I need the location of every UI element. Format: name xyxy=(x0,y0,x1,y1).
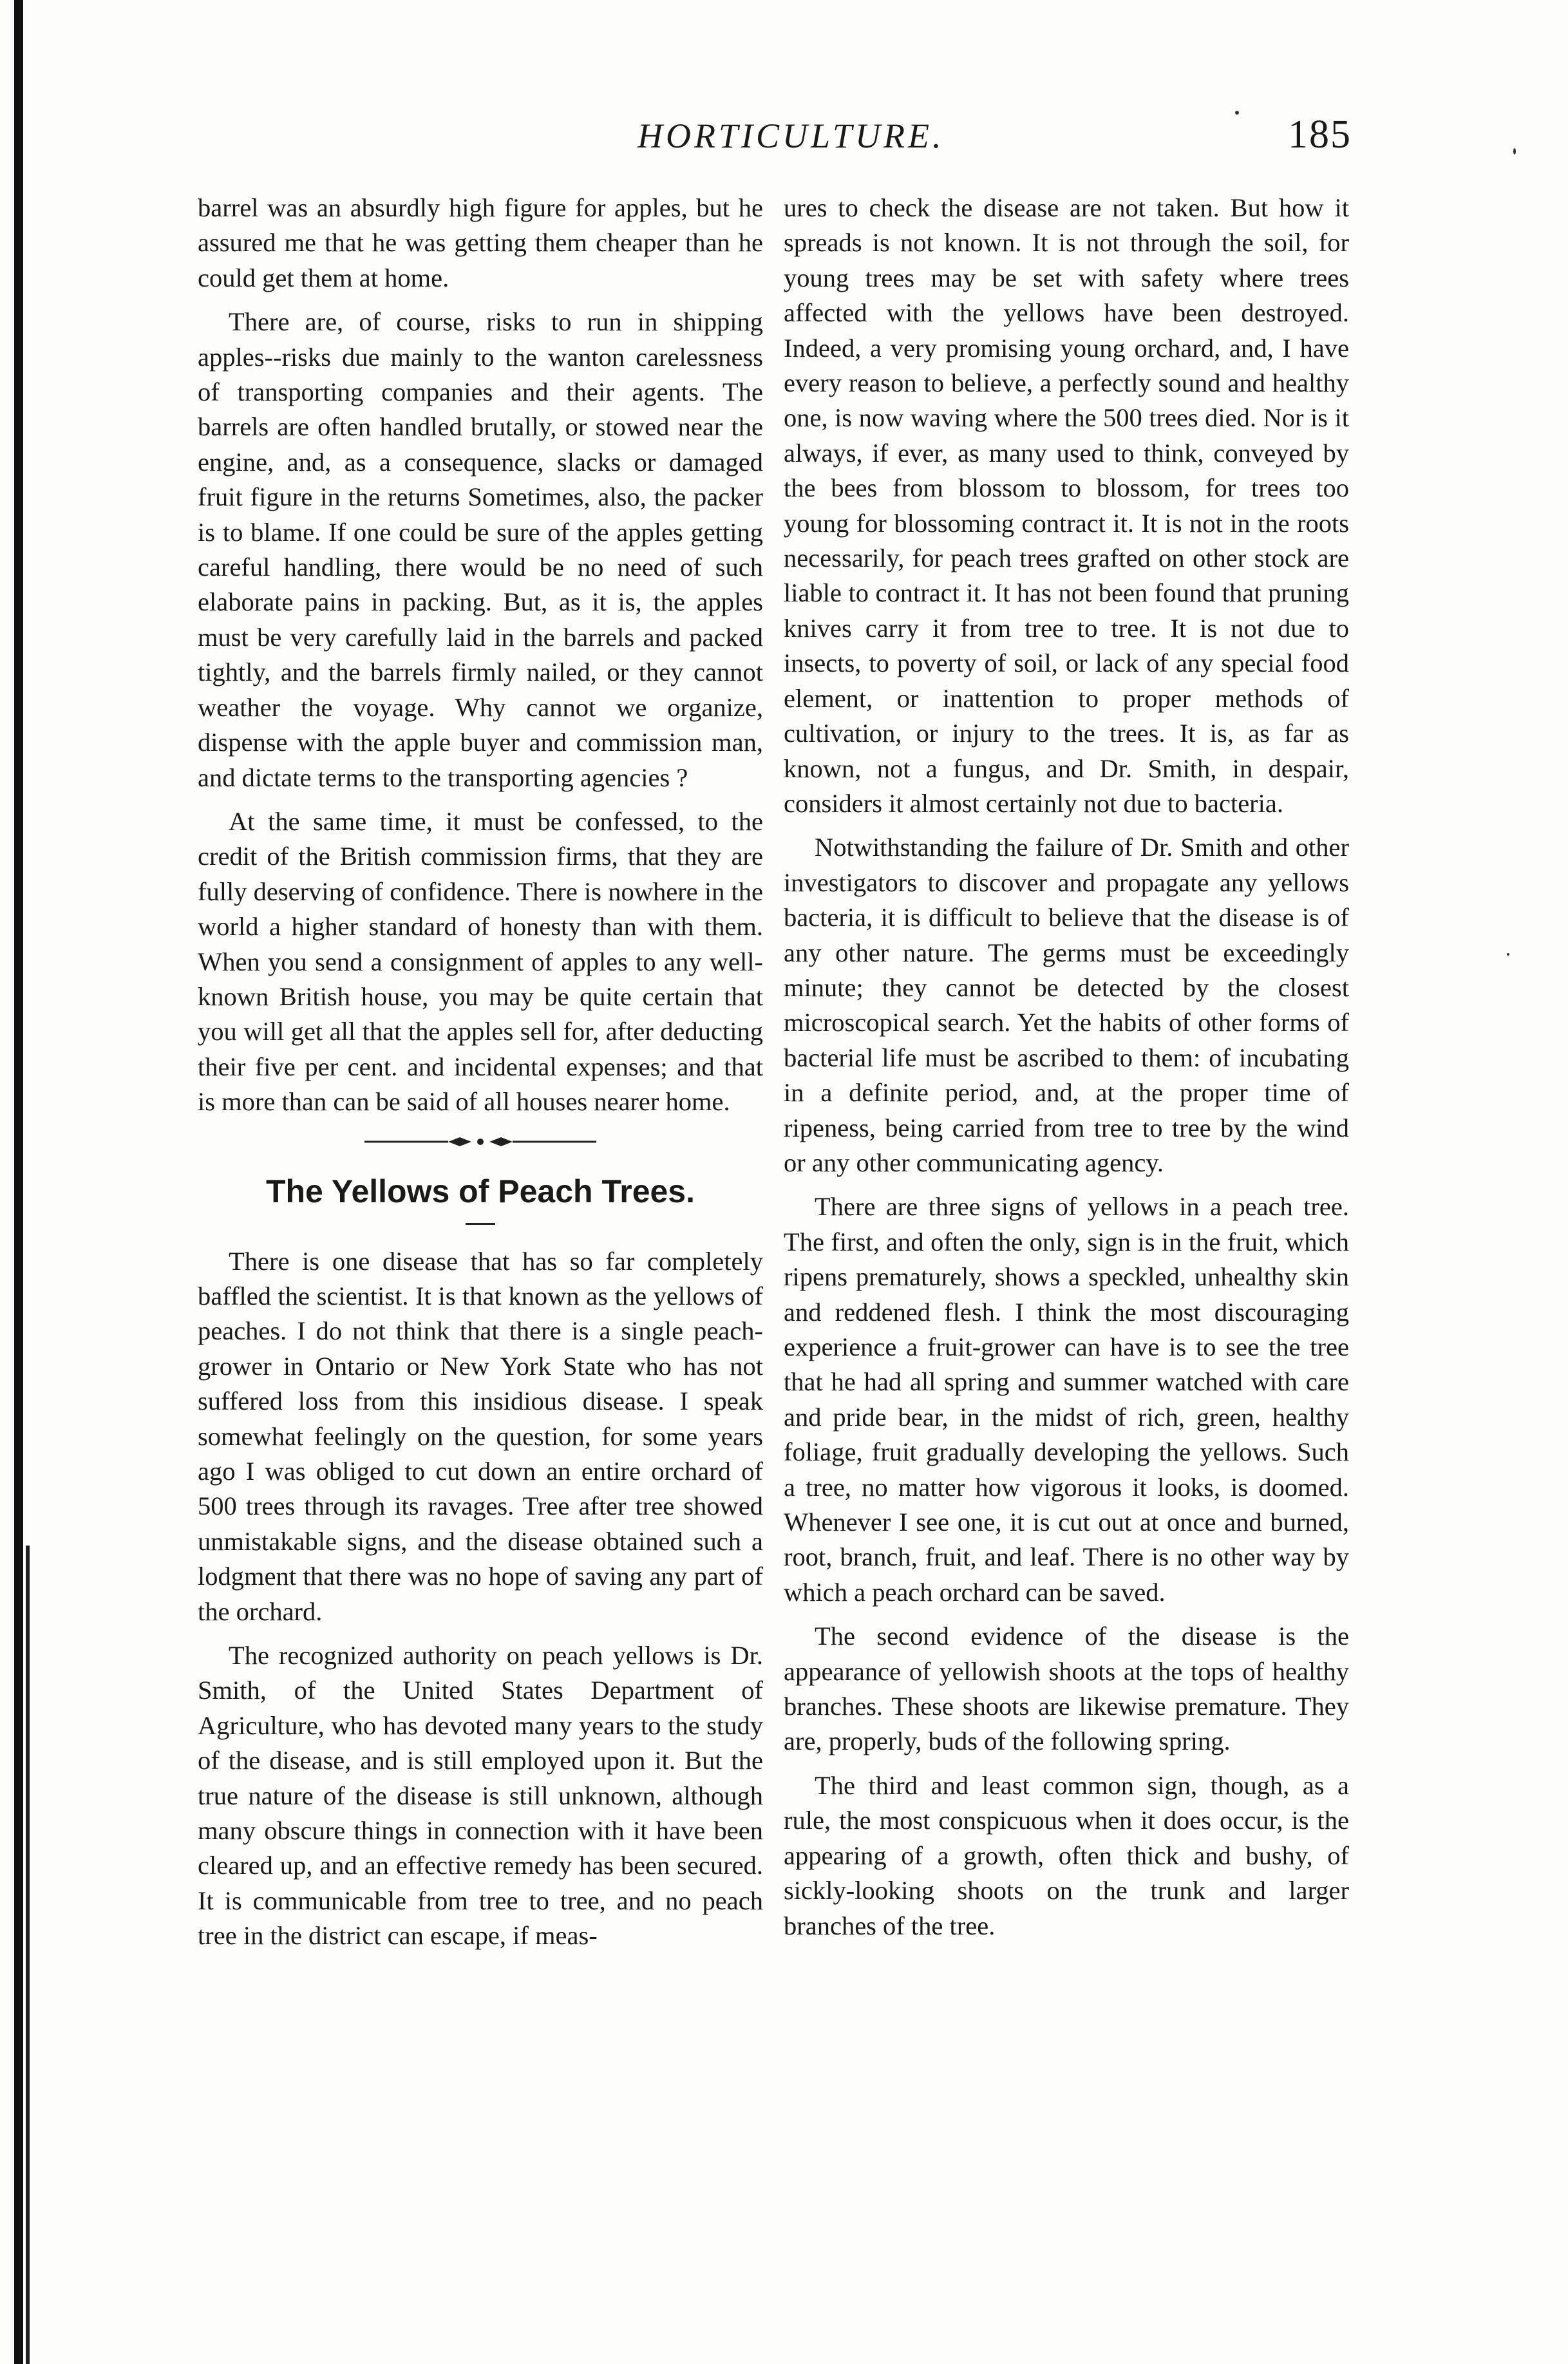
paragraph: At the same time, it must be confessed, to the credit of the British commission firms, that they are fully deserving of confidence. There is nowhere in the world a higher standard of honesty than with them. When you send a consignment of apples to any well-known British house, you may be quite certain that you will get all that the apples sell for, after deducting their five per cent. and incidental expenses; and that is more than can be said of all houses nearer home. xyxy=(198,806,763,1117)
running-head xyxy=(193,109,1417,167)
paragraph: ures to check the disease are not taken. But how it spreads is not known. It is not through the soil, for young trees may be set with safety where trees affected with the yellows have been destroyed. Indeed, a very promising young orchard, and, I have every reason to believe, a perfectly sound and healthy one, is now waving where the 500 trees died. Nor is it always, if ever, as many used to think, conveyed by the bees from blossom to blossom, for trees too young for blossoming contract it. It is not in the roots necessarily, for peach trees grafted on other stock are liable to contract it. It has not been found that pruning knives carry it from tree to tree. It is not due to insects, to poverty of soil, or lack of any special food element, or inattention to proper methods of cultivation, or injury to the trees. It is, as far as known, not a fungus, and Dr. Smith, in despair, considers it almost certainly not due to bacteria. xyxy=(784,193,1349,818)
paragraph: There is one disease that has so far completely baffled the scientist. It is that known as the yellows of peaches. I do not think that there is a single peach-grower in Ontario or New York State who has not suffered loss from this insidious disease. I speak somewhat feelingly on the question, for some years ago I was obliged to cut down an entire orchard of 500 trees through its ravages. Tree after tree showed unmistakable signs, and the disease obtained such a lodgment that there was no hope of saving any part of the orchard. xyxy=(198,1246,763,1626)
paragraph: The second evidence of the disease is the appearance of yellowish shoots at the tops of healthy branches. These shoots are likewise premature. They are, properly, buds of the following spring. xyxy=(784,1622,1349,1756)
page-number: 185 xyxy=(1288,113,1352,156)
paragraph: The recognized authority on peach yellows is Dr. Smith, of the United States Department of Agriculture, who has devoted many years to the study of the disease, and is still employed upon it. But the true nature of the disease is still unknown, although many obscure things in connection with it have been cleared up, and an effective remedy has been secured. It is communicable from tree to tree, and no peach tree in the district can escape, if meas- xyxy=(198,1641,763,1951)
title-rule xyxy=(466,1223,495,1225)
print-speck xyxy=(1513,148,1516,155)
paragraph: barrel was an absurdly high figure for apples, but he assured me that he was getting them cheaper than he could get them at home. xyxy=(198,193,763,292)
binding-edge-shadow xyxy=(14,0,23,2364)
binding-edge-shadow-lower xyxy=(26,1546,30,2364)
section-ornament xyxy=(198,1129,763,1164)
running-title: HORTICULTURE. xyxy=(638,117,945,155)
paragraph: There are, of course, risks to run in shipping apples--risks due mainly to the wanton carelessness of transporting companies and their agents. The barrels are often handled brutally, or stowed near the engine, and, as a consequence, slacks or damaged fruit figure in the returns Sometimes, also, the packer is to blame. If one could be sure of the apples getting careful handling, there would be no need of such elaborate pains in packing. But, as it is, the apples must be very carefully laid in the barrels and packed tightly, and the barrels firmly nailed, or they cannot weather the voyage. Why cannot we organize, dispense with the apple buyer and commission man, and dictate terms to the transporting agencies ? xyxy=(198,307,763,792)
paragraph: The third and least common sign, though, as a rule, the most conspicuous when it does occur, is the appearing of a growth, often thick and bushy, of sickly-looking shoots on the trunk and larger branches of the tree. xyxy=(784,1770,1349,1940)
divider-ornament-icon xyxy=(352,1129,609,1155)
paragraph: Notwithstanding the failure of Dr. Smith and other investigators to discover and propagate any yellows bacteria, it is difficult to believe that the disease is of any other nature. The germs must be exceedingly minute; they cannot be detected by the closest microscopical search. Yet the habits of other forms of bacterial life must be ascribed to them: of incubating in a definite period, and, at the proper time of ripeness, being carried from tree to tree by the wind or any other communicating agency. xyxy=(784,833,1349,1177)
right-column xyxy=(784,191,1349,1953)
print-speck xyxy=(1507,953,1509,956)
article-title: The Yellows of Peach Trees. xyxy=(265,1173,695,1209)
left-column xyxy=(198,191,763,1963)
paragraph: There are three signs of yellows in a peach tree. The first, and often the only, sign is in the fruit, which ripens prematurely, shows a speckled, unhealthy skin and reddened flesh. I think the most discouraging experience a fruit-grower can have is to see the tree that he had all spring and summer watched with care and pride bear, in the midst of rich, green, healthy foliage, fruit gradually developing the yellows. Such a tree, no matter how vigorous it looks, is doomed. Whenever I see one, it is cut out at once and burned, root, branch, fruit, and leaf. There is no other way by which a peach orchard can be saved. xyxy=(784,1192,1349,1607)
